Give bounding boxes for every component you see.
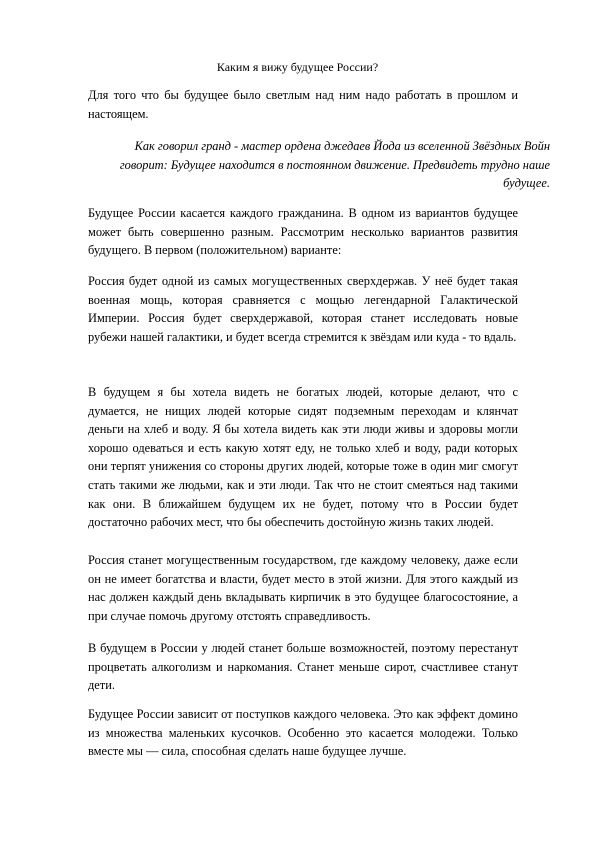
paragraph-1: Будущее России касается каждого гражданина. В одном из вариантов будущее может быть совершенно разным. Рассмотрим несколько вариантов развития будущего. В первом (положительном) варианте: — [88, 206, 518, 258]
yoda-quote: Как говорил гранд - мастер ордена джедаев Йода из вселенной Звёздных Войн говорит: Будущее находится в постоянном движение. Предвидеть трудно наше будущее. — [119, 139, 550, 191]
paragraph-3: В будущем я бы хотела видеть не богатых людей, которые делают, что с думается, не нищих людей которые сидят подземным переходам и клянчат деньги на хлеб и воду. Я бы хотела видеть как эти люди живы и здоровы могли хорошо одеваться и есть какую хотят еду, не только хлеб и воду, ради которых они терпят унижения со стороны других людей, которые тоже в один миг смогут стать такими же людьми, как и эти люди. Так что не стоит смеяться над такими как они. В ближайшем будущем их не будет, потому что в России будет достаточно рабочих мест, что бы обеспечить достойную жизнь таких людей. — [88, 385, 518, 530]
intro-paragraph: Для того что бы будущее было светлым над ним надо работать в прошлом и настоящем. — [88, 88, 518, 121]
paragraph-6: Будущее России зависит от поступков каждого человека. Это как эффект домино из множества маленьких кусочков. Особенно это касается молодежи. Только вместе мы — сила, способная сделать наше будущее лучше. — [88, 707, 518, 759]
paragraph-4: Россия станет могущественным государством, где каждому человеку, даже если он не имеет богатства и власти, будет место в этой жизни. Для этого каждый из нас должен каждый день вкладывать кирпичик в это будущее благосостояние, а при случае помочь другому отстоять справедливость. — [88, 553, 518, 623]
paragraph-2: Россия будет одной из самых могущественных сверхдержав. У неё будет такая военная мощь, которая сравняется с мощью легендарной Галактической Империи. Россия будет сверхдержавой, которая станет исследовать новые рубежи нашей галактики, и будет всегда стремится к звёздам или куда - то вдаль. — [88, 274, 518, 344]
paragraph-5: В будущем в России у людей станет больше возможностей, поэтому перестанут процветать алкоголизм и наркомания. Станет меньше сирот, счастливее станут дети. — [88, 641, 518, 693]
document-title: Каким я вижу будущее России? — [216, 60, 379, 74]
